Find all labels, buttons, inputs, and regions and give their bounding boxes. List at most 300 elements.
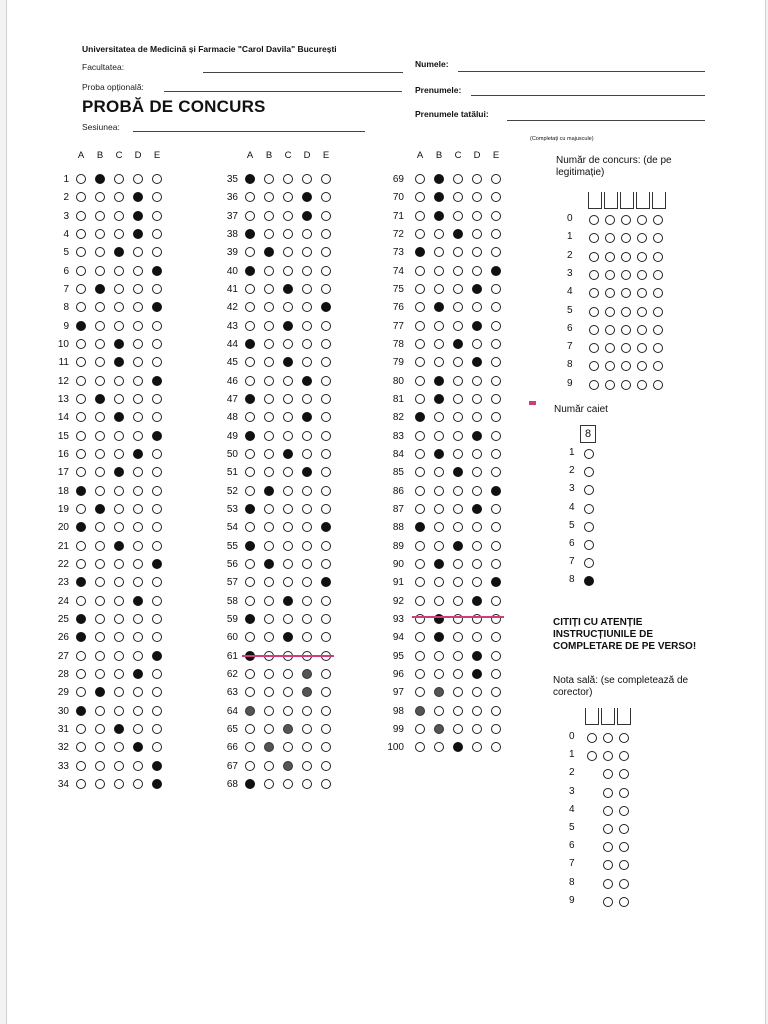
answer-bubble-e[interactable]	[491, 486, 501, 496]
contest-bubble[interactable]	[637, 215, 647, 225]
answer-bubble-b[interactable]	[434, 467, 444, 477]
answer-bubble-a[interactable]	[245, 761, 255, 771]
answer-bubble-b[interactable]	[434, 742, 444, 752]
question-number: 6	[63, 265, 69, 277]
grade-bubble[interactable]	[619, 879, 629, 889]
answer-bubble-a[interactable]	[415, 211, 425, 221]
booklet-option-label: 7	[569, 556, 575, 568]
question-number: 37	[226, 210, 238, 222]
answer-bubble-c[interactable]	[453, 577, 463, 587]
option-letter-d: D	[303, 150, 311, 161]
question-number: 26	[57, 632, 69, 644]
question-number: 64	[226, 705, 238, 717]
contest-digit-box[interactable]	[620, 192, 634, 209]
answer-bubble-e[interactable]	[321, 779, 331, 789]
question-number: 88	[392, 522, 404, 534]
contest-bubble[interactable]	[589, 380, 599, 390]
answer-bubble-d[interactable]	[472, 559, 482, 569]
answer-bubble-b[interactable]	[264, 761, 274, 771]
booklet-option-label: 4	[569, 501, 575, 513]
answer-bubble-c[interactable]	[283, 779, 293, 789]
answer-bubble-c[interactable]	[453, 559, 463, 569]
answer-bubble-e[interactable]	[491, 339, 501, 349]
question-number: 73	[392, 247, 404, 259]
contest-bubble[interactable]	[653, 307, 663, 317]
answer-bubble-a[interactable]	[415, 229, 425, 239]
question-number: 100	[387, 742, 404, 754]
question-row	[7, 594, 765, 610]
answer-bubble-c[interactable]	[453, 431, 463, 441]
answer-bubble-d[interactable]	[472, 357, 482, 367]
answer-bubble-e[interactable]	[491, 559, 501, 569]
answer-bubble-e[interactable]	[491, 192, 501, 202]
grade-bubble[interactable]	[619, 842, 629, 852]
answer-bubble-d[interactable]	[472, 687, 482, 697]
grade-digit-label: 3	[569, 785, 575, 797]
contest-bubble[interactable]	[589, 307, 599, 317]
answer-bubble-a[interactable]	[415, 577, 425, 587]
answer-bubble-b[interactable]	[434, 339, 444, 349]
answer-bubble-b[interactable]	[434, 486, 444, 496]
answer-bubble-d[interactable]	[472, 284, 482, 294]
grade-digit-label: 4	[569, 803, 575, 815]
question-number: 51	[226, 467, 238, 479]
contest-number-label: Număr de concurs: (de pe legitimație)	[556, 155, 672, 178]
firstname-label: Prenumele:	[415, 85, 462, 95]
question-number: 55	[226, 540, 238, 552]
answer-bubble-c[interactable]	[453, 266, 463, 276]
answer-bubble-c[interactable]	[453, 522, 463, 532]
question-row	[7, 300, 765, 316]
contest-bubble[interactable]	[621, 270, 631, 280]
answer-bubble-b[interactable]	[434, 724, 444, 734]
answer-bubble-d[interactable]	[472, 669, 482, 679]
grade-bubble[interactable]	[619, 860, 629, 870]
contest-bubble[interactable]	[589, 252, 599, 262]
question-number: 28	[57, 668, 69, 680]
answer-bubble-b[interactable]	[434, 284, 444, 294]
answer-bubble-d[interactable]	[472, 449, 482, 459]
contest-bubble[interactable]	[621, 380, 631, 390]
answer-bubble-e[interactable]	[321, 761, 331, 771]
answer-bubble-d[interactable]	[472, 174, 482, 184]
question-number: 53	[226, 503, 238, 515]
contest-bubble[interactable]	[605, 252, 615, 262]
answer-bubble-e[interactable]	[491, 596, 501, 606]
contest-bubble[interactable]	[589, 270, 599, 280]
contest-bubble[interactable]	[637, 380, 647, 390]
answer-bubble-a[interactable]	[415, 339, 425, 349]
grade-digit-box[interactable]	[617, 708, 631, 725]
answer-bubble-a[interactable]	[415, 724, 425, 734]
answer-bubble-b[interactable]	[434, 302, 444, 312]
answer-bubble-b[interactable]	[434, 229, 444, 239]
booklet-bubble[interactable]	[584, 504, 594, 514]
contest-bubble[interactable]	[637, 252, 647, 262]
answer-bubble-d[interactable]	[472, 467, 482, 477]
grade-bubble[interactable]	[619, 897, 629, 907]
contest-bubble[interactable]	[637, 307, 647, 317]
answer-bubble-d[interactable]	[472, 376, 482, 386]
answer-bubble-a[interactable]	[415, 706, 425, 716]
grade-bubble[interactable]	[587, 733, 597, 743]
answer-bubble-e[interactable]	[491, 394, 501, 404]
answer-bubble-d[interactable]	[472, 211, 482, 221]
question-row	[7, 392, 765, 408]
answer-bubble-c[interactable]	[453, 596, 463, 606]
question-row	[7, 704, 765, 720]
question-number: 91	[392, 577, 404, 589]
option-letter-d: D	[134, 150, 142, 161]
answer-bubble-b[interactable]	[434, 577, 444, 587]
answer-bubble-b[interactable]	[434, 522, 444, 532]
booklet-bubble[interactable]	[584, 522, 594, 532]
answer-bubble-c[interactable]	[453, 394, 463, 404]
answer-bubble-e[interactable]	[491, 687, 501, 697]
answer-bubble-b[interactable]	[434, 247, 444, 257]
booklet-bubble[interactable]	[584, 449, 594, 459]
grade-bubble[interactable]	[603, 842, 613, 852]
answer-bubble-e[interactable]	[491, 504, 501, 514]
contest-digit-box[interactable]	[652, 192, 666, 209]
question-number: 95	[392, 650, 404, 662]
question-number: 11	[58, 357, 69, 369]
answer-bubble-e[interactable]	[491, 706, 501, 716]
grade-bubble[interactable]	[603, 824, 613, 834]
answer-bubble-e[interactable]	[491, 742, 501, 752]
booklet-label: Număr caiet	[554, 404, 608, 415]
question-number: 14	[57, 412, 69, 424]
answer-bubble-b[interactable]	[434, 504, 444, 514]
answer-bubble-e[interactable]	[491, 229, 501, 239]
contest-bubble[interactable]	[653, 325, 663, 335]
answer-bubble-d[interactable]	[472, 596, 482, 606]
grade-digit-label: 2	[569, 767, 575, 779]
answer-bubble-b[interactable]	[434, 321, 444, 331]
question-number: 17	[57, 467, 69, 479]
question-number: 86	[392, 485, 404, 497]
booklet-value-box: 8	[580, 425, 596, 443]
question-number: 66	[226, 742, 238, 754]
grade-bubble[interactable]	[619, 806, 629, 816]
contest-bubble[interactable]	[605, 270, 615, 280]
contest-bubble[interactable]	[637, 270, 647, 280]
question-number: 48	[226, 412, 238, 424]
answer-bubble-c[interactable]	[283, 761, 293, 771]
answer-bubble-a[interactable]	[415, 357, 425, 367]
answer-bubble-b[interactable]	[434, 357, 444, 367]
answer-bubble-a[interactable]	[415, 302, 425, 312]
answer-bubble-e[interactable]	[491, 266, 501, 276]
answer-bubble-a[interactable]	[415, 431, 425, 441]
answer-bubble-b[interactable]	[434, 266, 444, 276]
contest-bubble[interactable]	[621, 252, 631, 262]
answer-bubble-d[interactable]	[472, 431, 482, 441]
grade-bubble[interactable]	[619, 733, 629, 743]
question-number: 69	[392, 174, 404, 185]
answer-bubble-e[interactable]	[491, 247, 501, 257]
question-number: 45	[226, 357, 238, 369]
question-number: 68	[226, 778, 238, 790]
answer-bubble-a[interactable]	[415, 742, 425, 752]
answer-bubble-c[interactable]	[453, 229, 463, 239]
answer-bubble-a[interactable]	[415, 376, 425, 386]
answer-bubble-d[interactable]	[472, 706, 482, 716]
answer-bubble-d[interactable]	[472, 522, 482, 532]
answer-bubble-a[interactable]	[245, 779, 255, 789]
booklet-bubble[interactable]	[584, 540, 594, 550]
answer-bubble-d[interactable]	[472, 192, 482, 202]
session-label: Sesiunea:	[82, 122, 120, 132]
answer-bubble-c[interactable]	[453, 357, 463, 367]
answer-bubble-e[interactable]	[491, 302, 501, 312]
contest-bubble[interactable]	[653, 252, 663, 262]
contest-digit-box[interactable]	[636, 192, 650, 209]
answer-bubble-a[interactable]	[415, 247, 425, 257]
answer-bubble-b[interactable]	[434, 687, 444, 697]
answer-bubble-c[interactable]	[453, 339, 463, 349]
answer-bubble-c[interactable]	[453, 449, 463, 459]
contest-bubble[interactable]	[605, 215, 615, 225]
faculty-field[interactable]	[203, 72, 403, 73]
answer-bubble-d[interactable]	[302, 761, 312, 771]
answer-bubble-d[interactable]	[472, 742, 482, 752]
answer-bubble-d[interactable]	[302, 779, 312, 789]
answer-bubble-c[interactable]	[453, 651, 463, 661]
question-number: 16	[57, 448, 69, 460]
answer-bubble-e[interactable]	[491, 522, 501, 532]
name-field[interactable]	[458, 71, 705, 72]
answer-bubble-c[interactable]	[453, 687, 463, 697]
contest-bubble[interactable]	[605, 380, 615, 390]
answer-bubble-e[interactable]	[491, 321, 501, 331]
answer-bubble-a[interactable]	[415, 284, 425, 294]
answer-bubble-e[interactable]	[491, 467, 501, 477]
grade-digit-box[interactable]	[585, 708, 599, 725]
pink-mark	[529, 401, 536, 405]
answer-bubble-e[interactable]	[491, 724, 501, 734]
answer-bubble-a[interactable]	[415, 449, 425, 459]
question-row	[7, 447, 765, 463]
question-number: 93	[392, 613, 404, 625]
question-number: 80	[392, 375, 404, 387]
answer-bubble-b[interactable]	[434, 449, 444, 459]
question-number: 56	[226, 558, 238, 570]
answer-bubble-d[interactable]	[472, 247, 482, 257]
grade-digit-label: 6	[569, 840, 575, 852]
answer-bubble-e[interactable]	[491, 174, 501, 184]
contest-digit-label: 8	[567, 359, 573, 371]
optional-exam-field[interactable]	[164, 91, 402, 92]
strike-line	[412, 616, 504, 618]
answer-bubble-e[interactable]	[491, 577, 501, 587]
grade-bubble[interactable]	[603, 733, 613, 743]
answer-bubble-c[interactable]	[453, 724, 463, 734]
answer-bubble-b[interactable]	[434, 174, 444, 184]
question-number: 92	[392, 595, 404, 607]
answer-bubble-d[interactable]	[472, 412, 482, 422]
answer-bubble-a[interactable]	[415, 504, 425, 514]
answer-bubble-d[interactable]	[472, 339, 482, 349]
answer-bubble-c[interactable]	[453, 247, 463, 257]
contest-bubble[interactable]	[653, 380, 663, 390]
answer-bubble-a[interactable]	[415, 394, 425, 404]
booklet-option-label: 3	[569, 483, 575, 495]
answer-bubble-a[interactable]	[415, 174, 425, 184]
answer-bubble-b[interactable]	[434, 632, 444, 642]
grade-bubble[interactable]	[603, 879, 613, 889]
answer-bubble-c[interactable]	[453, 669, 463, 679]
contest-digit-box[interactable]	[604, 192, 618, 209]
option-letter-b: B	[265, 150, 273, 161]
answer-bubble-c[interactable]	[453, 376, 463, 386]
answer-bubble-e[interactable]	[491, 376, 501, 386]
grade-digit-box[interactable]	[601, 708, 615, 725]
answer-bubble-a[interactable]	[415, 486, 425, 496]
answer-bubble-e[interactable]	[491, 284, 501, 294]
answer-bubble-a[interactable]	[415, 192, 425, 202]
answer-bubble-c[interactable]	[453, 742, 463, 752]
contest-digit-label: 4	[567, 286, 573, 298]
answer-bubble-a[interactable]	[415, 541, 425, 551]
answer-bubble-b[interactable]	[434, 596, 444, 606]
answer-bubble-c[interactable]	[453, 321, 463, 331]
answer-bubble-c[interactable]	[453, 504, 463, 514]
question-number: 7	[63, 283, 69, 295]
answer-bubble-b[interactable]	[434, 431, 444, 441]
question-number: 61	[226, 650, 238, 662]
answer-bubble-d[interactable]	[472, 504, 482, 514]
answer-bubble-a[interactable]	[415, 559, 425, 569]
contest-bubble[interactable]	[621, 215, 631, 225]
answer-bubble-d[interactable]	[472, 577, 482, 587]
answer-bubble-d[interactable]	[472, 394, 482, 404]
contest-digit-label: 7	[567, 341, 573, 353]
booklet-option-label: 8	[569, 574, 575, 586]
answer-bubble-e[interactable]	[491, 632, 501, 642]
grade-bubble[interactable]	[603, 806, 613, 816]
grade-bubble[interactable]	[603, 788, 613, 798]
answer-bubble-c[interactable]	[453, 174, 463, 184]
answer-bubble-c[interactable]	[453, 284, 463, 294]
answer-bubble-e[interactable]	[491, 412, 501, 422]
answer-bubble-d[interactable]	[472, 486, 482, 496]
answer-bubble-d[interactable]	[472, 302, 482, 312]
answer-bubble-b[interactable]	[434, 192, 444, 202]
answer-bubble-e[interactable]	[491, 669, 501, 679]
answer-bubble-b[interactable]	[434, 651, 444, 661]
contest-bubble[interactable]	[653, 270, 663, 280]
question-number: 19	[57, 503, 69, 515]
answer-bubble-e[interactable]	[491, 357, 501, 367]
answer-bubble-b[interactable]	[434, 412, 444, 422]
answer-bubble-c[interactable]	[453, 486, 463, 496]
answer-bubble-b[interactable]	[434, 211, 444, 221]
question-number: 96	[392, 668, 404, 680]
answer-bubble-a[interactable]	[415, 522, 425, 532]
answer-bubble-c[interactable]	[453, 302, 463, 312]
question-number: 87	[392, 503, 404, 515]
father-name-field[interactable]	[507, 120, 705, 121]
answer-bubble-b[interactable]	[434, 541, 444, 551]
grade-bubble[interactable]	[619, 788, 629, 798]
answer-bubble-a[interactable]	[415, 669, 425, 679]
grade-bubble[interactable]	[603, 860, 613, 870]
session-field[interactable]	[133, 131, 365, 132]
answer-bubble-e[interactable]	[491, 651, 501, 661]
question-row	[7, 337, 765, 353]
answer-bubble-c[interactable]	[453, 467, 463, 477]
option-letter-b: B	[96, 150, 104, 161]
answer-bubble-b[interactable]	[434, 669, 444, 679]
answer-bubble-b[interactable]	[264, 779, 274, 789]
answer-bubble-a[interactable]	[415, 266, 425, 276]
contest-bubble[interactable]	[589, 325, 599, 335]
question-number: 20	[57, 522, 69, 534]
contest-bubble[interactable]	[605, 325, 615, 335]
question-number: 99	[392, 723, 404, 735]
question-number: 3	[63, 210, 69, 222]
contest-bubble[interactable]	[621, 325, 631, 335]
contest-bubble[interactable]	[653, 215, 663, 225]
question-number: 89	[392, 540, 404, 552]
answer-sheet	[6, 0, 766, 1024]
answer-bubble-d[interactable]	[472, 229, 482, 239]
answer-bubble-c[interactable]	[453, 632, 463, 642]
question-row	[7, 777, 765, 793]
answer-bubble-d[interactable]	[472, 266, 482, 276]
answer-bubble-c[interactable]	[453, 706, 463, 716]
answer-bubble-e[interactable]	[491, 541, 501, 551]
answer-bubble-d[interactable]	[472, 321, 482, 331]
answer-bubble-b[interactable]	[434, 706, 444, 716]
answer-bubble-c[interactable]	[453, 541, 463, 551]
answer-bubble-b[interactable]	[434, 394, 444, 404]
question-row	[7, 319, 765, 335]
question-row	[7, 355, 765, 371]
contest-digit-box[interactable]	[588, 192, 602, 209]
answer-bubble-e[interactable]	[491, 449, 501, 459]
contest-bubble[interactable]	[589, 215, 599, 225]
grade-bubble[interactable]	[619, 824, 629, 834]
answer-bubble-a[interactable]	[415, 412, 425, 422]
grade-bubble[interactable]	[603, 897, 613, 907]
answer-bubble-a[interactable]	[415, 632, 425, 642]
answer-bubble-e[interactable]	[491, 431, 501, 441]
answer-bubble-a[interactable]	[415, 467, 425, 477]
answer-bubble-d[interactable]	[472, 541, 482, 551]
answer-bubble-a[interactable]	[415, 651, 425, 661]
answer-bubble-a[interactable]	[415, 687, 425, 697]
answer-bubble-d[interactable]	[472, 724, 482, 734]
question-number: 78	[392, 338, 404, 350]
firstname-field[interactable]	[471, 95, 705, 96]
contest-bubble[interactable]	[637, 325, 647, 335]
answer-bubble-c[interactable]	[453, 192, 463, 202]
answer-bubble-d[interactable]	[472, 651, 482, 661]
answer-bubble-d[interactable]	[472, 632, 482, 642]
answer-bubble-e[interactable]	[491, 211, 501, 221]
answer-bubble-b[interactable]	[434, 559, 444, 569]
answer-bubble-b[interactable]	[434, 376, 444, 386]
answer-bubble-c[interactable]	[453, 412, 463, 422]
option-letter-c: C	[454, 150, 462, 161]
contest-bubble[interactable]	[621, 307, 631, 317]
answer-bubble-a[interactable]	[415, 321, 425, 331]
answer-bubble-c[interactable]	[453, 211, 463, 221]
contest-bubble[interactable]	[605, 307, 615, 317]
answer-bubble-a[interactable]	[415, 596, 425, 606]
